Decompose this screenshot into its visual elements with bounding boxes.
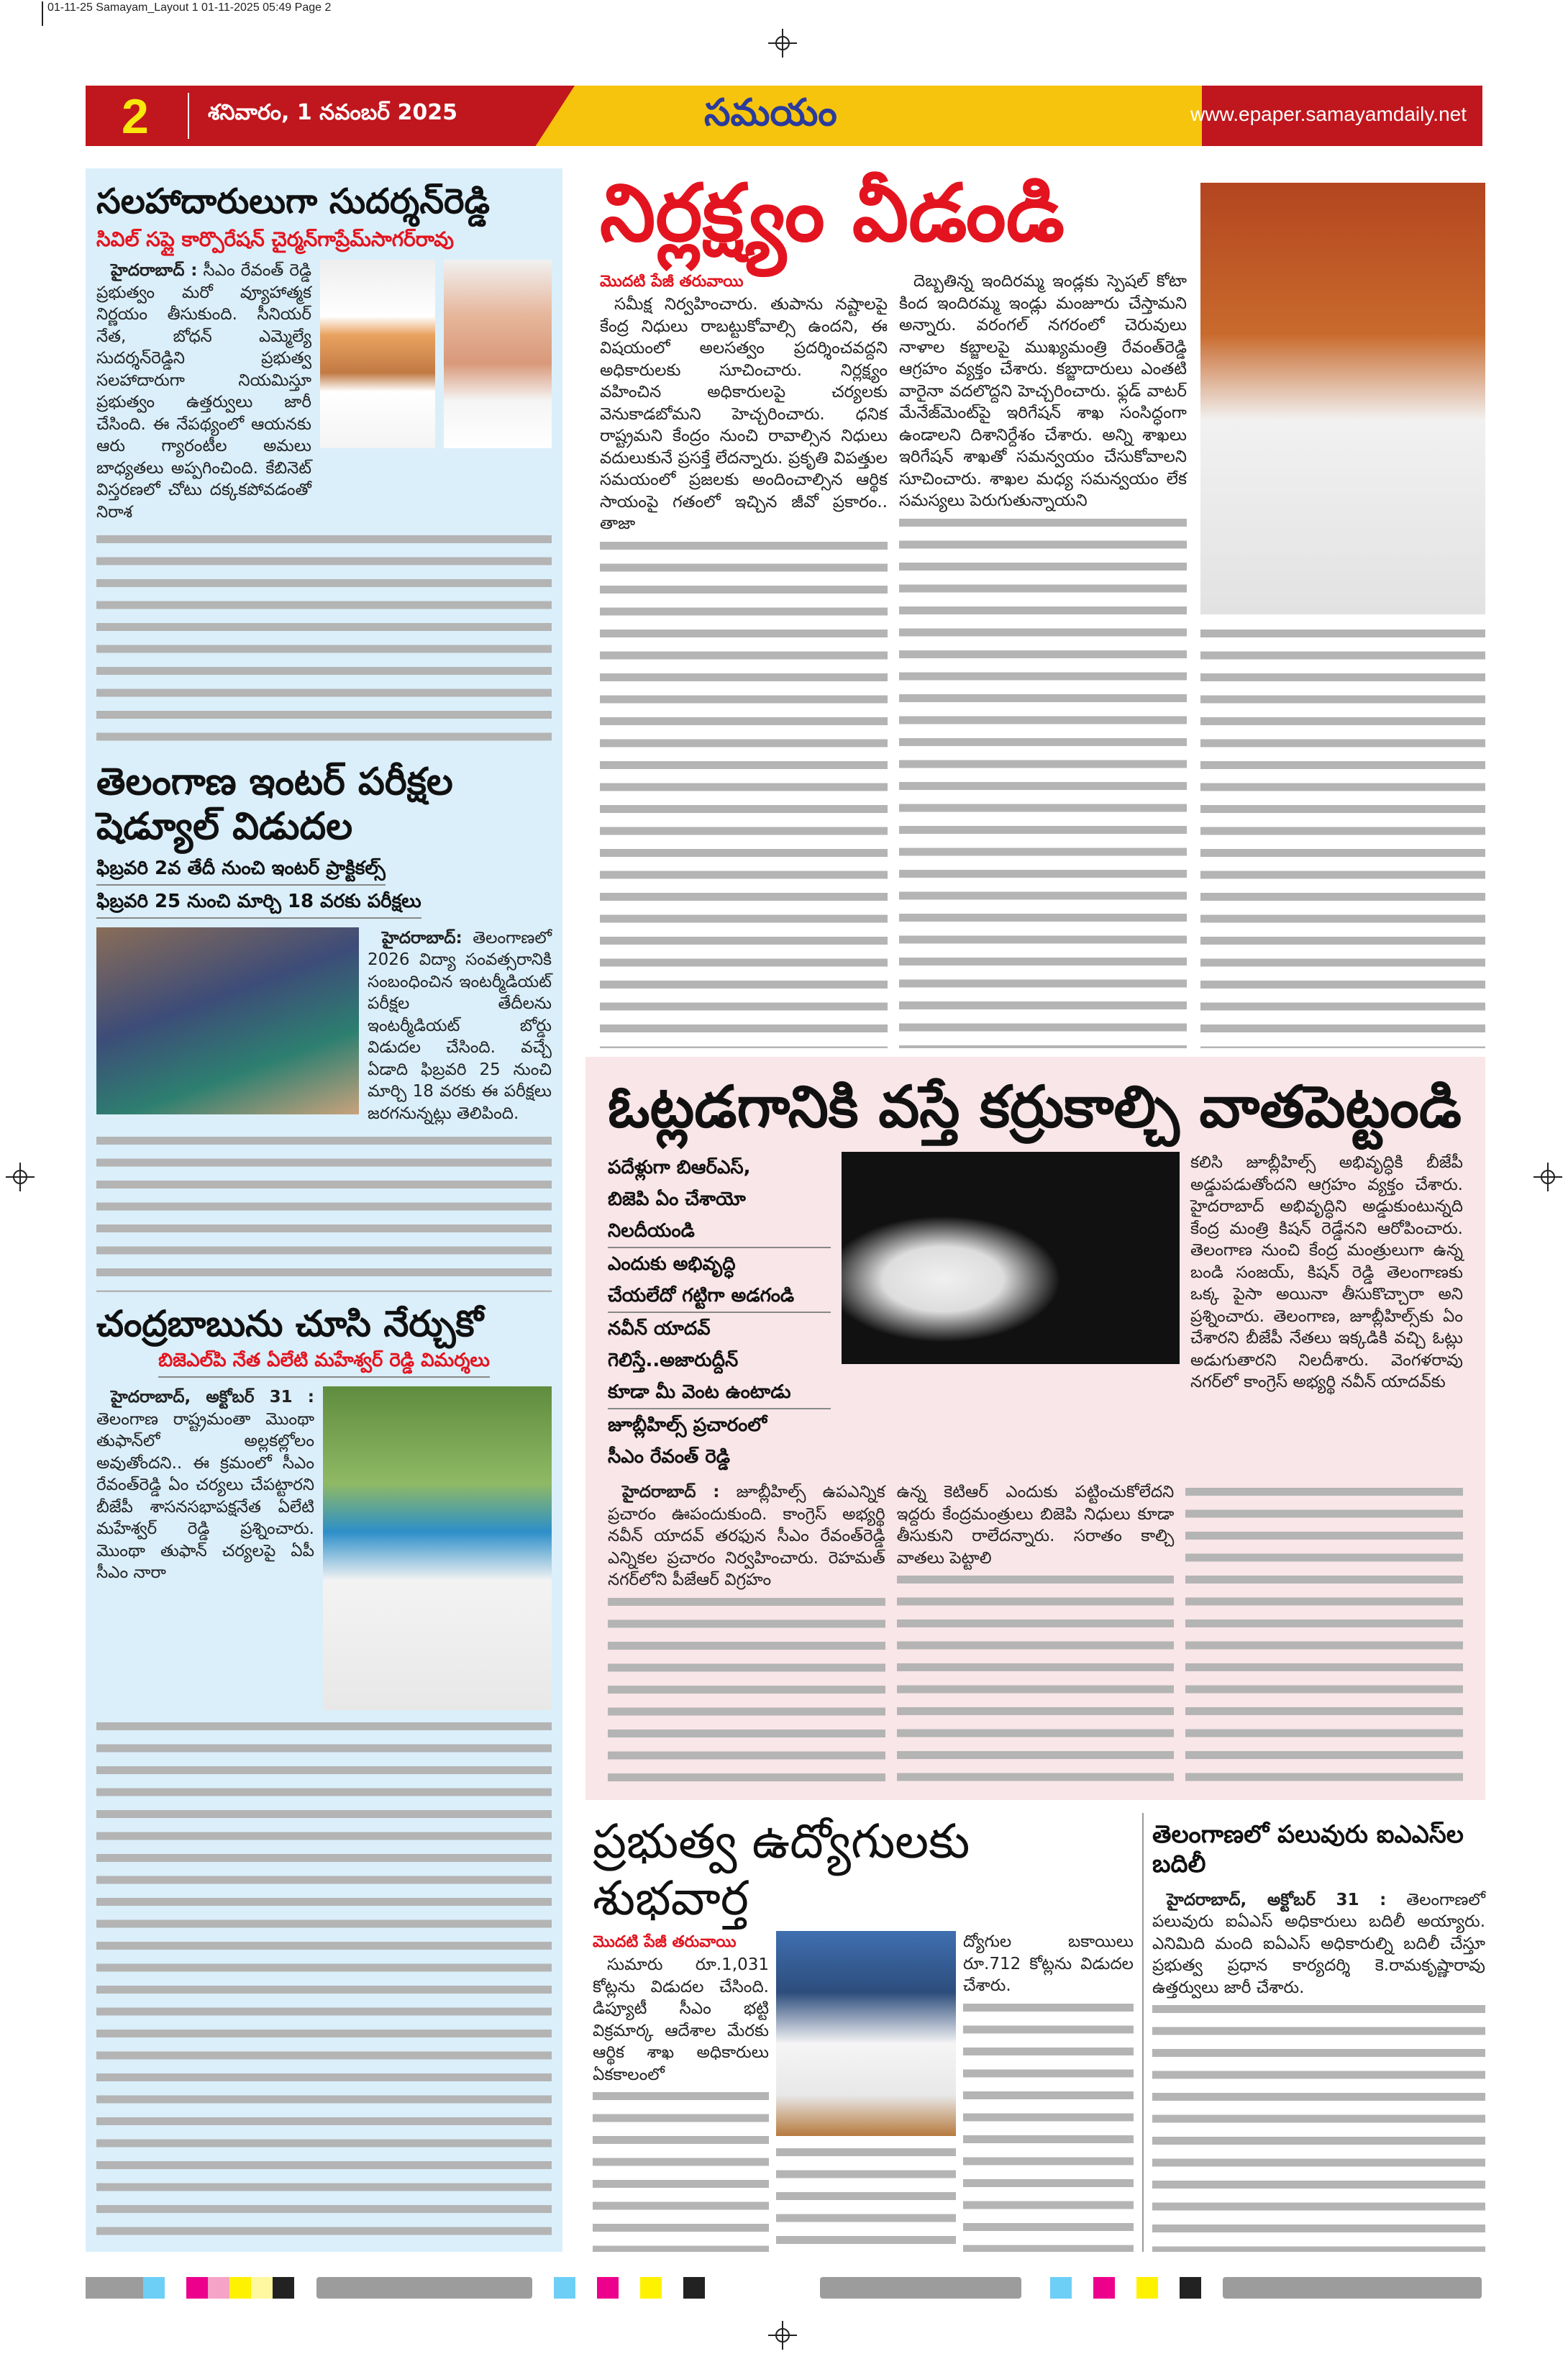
cm-revanth-reddy-photo (1200, 183, 1485, 614)
portrait-photo-maheshwar-reddy (323, 1386, 552, 1710)
article-headline: చంద్రబాబును చూసి నేర్చుకో (96, 1303, 483, 1345)
color-bar (143, 2277, 165, 2299)
article-body-continued (96, 1716, 552, 2245)
article-inter-exams (96, 760, 552, 1292)
print-slug: 01-11-25 Samayam_Layout 1 01-11-2025 05:49 Page 2 (42, 1, 331, 26)
continued-label: మొదటి పేజీ తరువాయి (600, 273, 744, 291)
article-body-continued (96, 1130, 552, 1292)
portrait-photo-premsagar-rao (444, 260, 552, 448)
portrait-photo-sudarshan-reddy (320, 260, 435, 448)
highlight-point: బిజెపి ఏం చేశాయో నిలదీయండి (608, 1183, 831, 1248)
lead-body-col2-continued (899, 512, 1187, 1049)
divider (188, 93, 189, 139)
article-body: హైదరాబాద్, అక్టోబర్ 31 : తెలంగాణలో పలువురు ఐఏఎస్ అధికారులు బదిలీ అయ్యారు. ఎనిమిది మంది ఐఏఎస్ అధికారుల్ని బదిలీ చేస్తూ ప్రభుత్వ ప్రధాన కార్యదర్శి కె.రామకృష్ణారావు ఉత్తర్వులు జారీ చేశారు. (1152, 1890, 1486, 1997)
color-bar (1180, 2277, 1201, 2299)
color-bar (186, 2277, 208, 2299)
highlight-point: కూడా మీ వెంట ఉంటాడు (608, 1376, 831, 1409)
highlight-point: నవీన్ యాదవ్ గెలిస్తే..అజారుద్దీన్ (608, 1318, 739, 1371)
lead-body-col1-continued (600, 535, 888, 1049)
lead-headline: నిర్లక్ష్యం వీడండి (600, 167, 1065, 259)
article-body-col1-continued (593, 2086, 769, 2252)
article-subhead: సివిల్ సప్లై కార్పొరేషన్ చైర్మన్‌గాప్రేమ్‌సాగర్‌రావు (96, 227, 455, 251)
color-bar (640, 2277, 662, 2299)
bottom-stories (585, 1813, 1485, 2252)
article-body-continued (96, 529, 552, 750)
campaign-rally-photo (842, 1152, 1180, 1364)
article-headline: తెలంగాణ ఇంటర్ పరీక్షల షెడ్యూల్ విడుదల (96, 760, 453, 849)
left-news-column (86, 168, 562, 2252)
color-bar (554, 2277, 575, 2299)
article-body-col1: సుమారు రూ.1,031 కోట్లను విడుదల చేసింది. డిప్యూటీ సీఎం భట్టి విక్రమార్క ఆదేశాల మేరకు ఆర్థిక శాఖ అధికారులు ఏకకాలంలో (593, 1955, 769, 2084)
lead-story (585, 162, 1485, 1048)
featured-body-col1: హైదరాబాద్ : జూబ్లీహిల్స్ ఉపఎన్నిక ప్రచారం ఊపందుకుంది. కాంగ్రెస్ అభ్యర్థి నవీన్ యాదవ్ తరఫున సీఎం రేవంత్‌రెడ్డి ఎన్నికల ప్రచారం నిర్వహించారు. రెహమత్ నగర్‌లోని పీజేఆర్ విగ్రహం (608, 1483, 885, 1589)
article-body: హైదరాబాద్: తెలంగాణలో 2026 విద్యా సంవత్సరానికి సంబంధించిన ఇంటర్మీడియట్ పరీక్షల తేదీలను ఇంటర్మీడియట్ బోర్డు విడుదల చేసింది. వచ్చే ఏడాది ఫిబ్రవరి 25 నుంచి మార్చి 18 వరకు ఈ పరీక్షలు జరగనున్నట్లు తెలిపింది. (368, 928, 552, 1123)
exam-hall-photo (96, 927, 359, 1114)
highlight-point: పదేళ్లుగా బిఆర్ఎస్, (608, 1157, 751, 1178)
lead-body-col2: దెబ్బతిన్న ఇందిరమ్మ ఇండ్లకు స్పెషల్ కోటా కింద ఇందిరమ్మ ఇండ్లు మంజూరు చేస్తామని అన్నారు. వరంగల్ నగరంలో చెరువులు నాళాల కబ్జాలపై ముఖ్యమంత్రి రేవంత్‌రెడ్డి ఆగ్రహం వ్యక్తం చేశారు. కబ్జాదారులు ఎంతటి వారైనా వదలొద్దని హెచ్చరించారు. ఫ్లడ్ వాటర్ మేనేజ్‌మెంట్‌పై ఇరిగేషన్ శాఖ సంసిద్ధంగా ఉండాలని దిశానిర్దేశం చేశారు. అన్ని శాఖలు ఇరిగేషన్ శాఖతో సమన్వయం చేసుకోవాలని సూచించారు. శాఖల మధ్య సమన్వయం లేక సమస్యలు పెరుగుతున్నాయని (899, 272, 1187, 510)
color-bar (251, 2277, 273, 2299)
page-number: 2 (122, 89, 149, 144)
article-headline: ప్రభుత్వ ఉద్యోగులకు శుభవార్త (593, 1814, 970, 1927)
masthead-bar (86, 86, 1482, 146)
featured-body-col3 (1185, 1481, 1463, 1790)
continued-label: మొదటి పేజీ తరువాయి (593, 1933, 737, 1952)
highlight-point: సీఎం రేవంత్ రెడ్డి (608, 1446, 730, 1468)
article-headline: తెలంగాణలో పలువురు ఐఎఎస్‌ల బదిలీ (1152, 1820, 1464, 1878)
color-bar (86, 2277, 143, 2299)
featured-story-box (585, 1057, 1485, 1800)
color-bar (273, 2277, 294, 2299)
article-maheshwar-reddy (96, 1302, 552, 2245)
registration-mark-icon (768, 29, 797, 58)
article-sudarshan-reddy (96, 181, 552, 750)
color-bar (1136, 2277, 1158, 2299)
color-bar (316, 2277, 532, 2299)
article-body-under-photo (776, 2142, 956, 2252)
featured-body-col1-continued (608, 1591, 885, 1791)
highlight-points (608, 1152, 831, 1473)
issue-date: శనివారం, 1 నవంబర్ 2025 (208, 100, 457, 125)
featured-body-col2: ఉన్న కెటిఆర్ ఎందుకు పట్టించుకోలేదని ఇద్దరు కేంద్రమంత్రులు బిజెపి నిధులు కూడా తీసుకుని రాలేదన్నారు. సరాతం కాల్చి వాతలు పెట్టాలి (896, 1483, 1175, 1568)
featured-headline: ఓట్లడగానికి వస్తే కర్రుకాల్చి వాతపెట్టండి (608, 1073, 1462, 1140)
column-divider (1142, 1813, 1144, 2252)
registration-mark-icon (768, 2321, 797, 2350)
article-subhead: ఫిబ్రవరి 25 నుంచి మార్చి 18 వరకు పరీక్షలు (96, 886, 421, 919)
color-bar (597, 2277, 619, 2299)
color-bar (683, 2277, 705, 2299)
highlight-point: జూబ్లీహిల్స్ ప్రచారంలో (608, 1414, 767, 1436)
bhatti-vikramarka-photo (776, 1931, 956, 2136)
article-body: హైదరాబాద్, అక్టోబర్ 31 : తెలంగాణ రాష్ట్రమంతా మొంథా తుఫాన్‌లో అల్లకల్లోలం అవుతోందని.. ఈ క్రమంలో సీఎం రేవంత్‌రెడ్డి ఏం చర్యలు చేపట్టారని బీజేపీ శాసనసభాపక్షనేత ఏలేటి మహేశ్వర్ రెడ్డి ప్రశ్నించారు. మొంథా తుఫాన్ చర్యలపై ఏపీ సీఎం నారా (96, 1388, 314, 1583)
article-body-continued (1152, 1999, 1485, 2252)
epaper-url[interactable]: www.epaper.samayamdaily.net (1190, 103, 1467, 125)
registration-mark-icon (1533, 1163, 1562, 1191)
color-bar (208, 2277, 229, 2299)
lead-body-col3 (1200, 623, 1485, 1048)
featured-body-right: కలిసి జూబ్లీహిల్స్ అభివృద్ధికి బీజేపీ అడ్డుపడుతోందని ఆగ్రహం వ్యక్తం చేశారు. హైదరాబాద్ అభివృద్ధిని అడ్డుకుంటున్నది కేంద్ర మంత్రి కిషన్ రెడ్డేనని ఆరోపించారు. తెలంగాణ నుంచి కేంద్ర మంత్రులుగా ఉన్న బండి సంజయ్, కిషన్ రెడ్డి తెలంగాణకు ఒక్క పైసా అయినా తీసుకొచ్చారా అని ప్రశ్నించారు. తెలంగాణ, జూబ్లీహిల్స్‌కు ఏం చేశారని బీజేపీ నేతలు ఇక్కడికి వచ్చి ఓట్లు అడుగుతారని నిలదీశారు. వెంగళరావు నగర్‌లో కాంగ్రెస్ అభ్యర్థి నవీన్ యాదవ్‌కు (1190, 1153, 1463, 1391)
featured-body-col2-continued (897, 1569, 1175, 1790)
color-bar (820, 2277, 1021, 2299)
registration-mark-icon (6, 1163, 35, 1191)
color-bar (229, 2277, 251, 2299)
highlight-point: చేయలేదో గట్టిగా అడగండి (608, 1280, 831, 1313)
article-body-col2: ద్యోగుల బకాయిలు రూ.712 కోట్లను విడుదల చేశారు. (963, 1932, 1134, 1996)
color-bar (1093, 2277, 1115, 2299)
article-headline: సలహాదారులుగా సుదర్శన్‌రెడ్డి (96, 181, 491, 222)
article-subhead: బిజెఎల్‌పి నేత ఏలేటి మహేశ్వర్ రెడ్డి విమర్శలు (158, 1350, 490, 1378)
article-subhead: ఫిబ్రవరి 2వ తేదీ నుంచి ఇంటర్ ప్రాక్టికల్స్ (96, 853, 386, 886)
right-news-area (585, 162, 1485, 2252)
article-body: హైదరాబాద్ : సీఎం రేవంత్ రెడ్డి ప్రభుత్వం మరో వ్యూహాత్మక నిర్ణయం తీసుకుంది. సీనియర్ నేత, బోధన్ ఎమ్మెల్యే సుదర్శన్‌రెడ్డిని ప్రభుత్వ సలహాదారుగా నియమిస్తూ ప్రభుత్వం ఉత్తర్వులు జారీ చేసింది. ఈ నేపథ్యంలో ఆయనకు ఆరు గ్యారంటీల అమలు బాధ్యతలు అప్పగించింది. కేబినెట్ విస్తరణలో చోటు దక్కకపోవడంతో నిరాశ (96, 261, 311, 522)
highlight-point: ఎందుకు అభివృద్ధి (608, 1253, 736, 1275)
color-bar (1050, 2277, 1072, 2299)
color-bar (1223, 2277, 1482, 2299)
newspaper-logo: సమయం (704, 91, 837, 135)
lead-body-col1: సమీక్ష నిర్వహించారు. తుపాను నష్టాలపై కేంద్ర నిధులు రాబట్టుకోవాల్సి ఉందని, ఈ విషయంలో అలసత్వం ప్రదర్శించవద్దని అధికారులకు సూచించారు. నిర్లక్ష్యం వహించిన అధికారులపై చర్యలకు వెనుకాడబోమని హెచ్చరించారు. ధనిక రాష్ట్రమని కేంద్రం నుంచి రావాల్సిన నిధులు వదులుకునే ప్రసక్తే లేదన్నారు. ప్రకృతి విపత్తుల సమయంలో ప్రజలకు అందించాల్సిన ఆర్థిక సాయంపై గతంలో ఇచ్చిన జీవో ప్రకారం.. తాజా (600, 295, 888, 533)
article-body-col2-continued (963, 1997, 1134, 2252)
